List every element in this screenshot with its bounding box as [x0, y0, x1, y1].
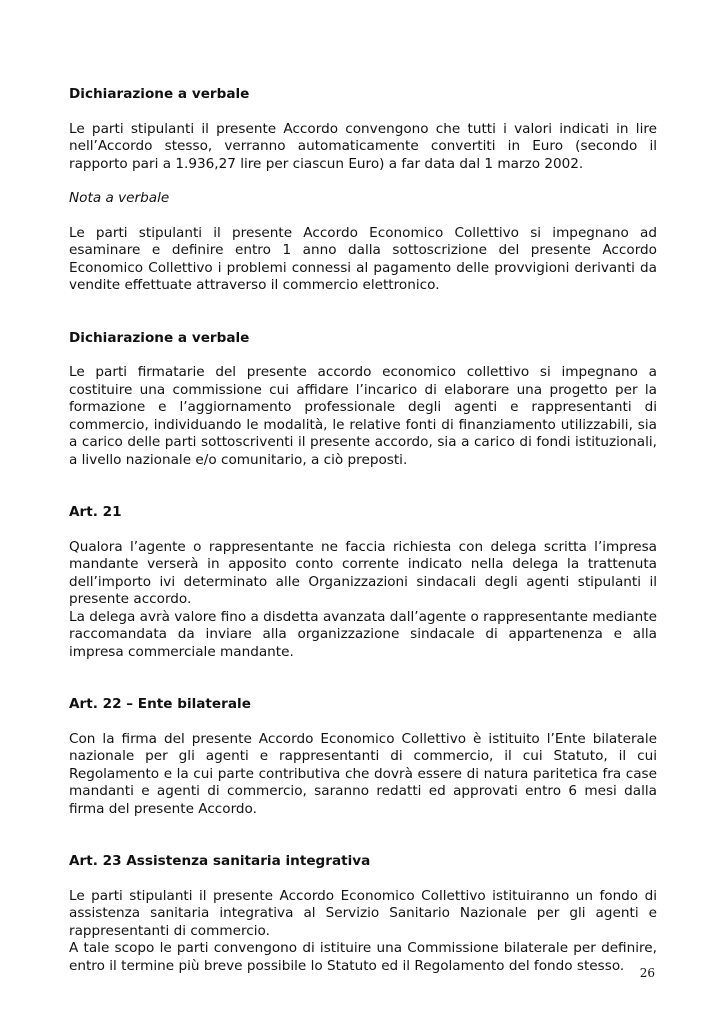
paragraph-art-21-2: La delega avrà valore fino a disdetta avanzata dall’agente o rappresentante mediante raccomandata da inviare alla organizzazione sindacale di appartenenza e alla impresa commerciale mandante. [69, 608, 657, 660]
document-page [69, 86, 657, 975]
paragraph-dichiarazione-1: Le parti stipulanti il presente Accordo convengono che tutti i valori indicati in lire nell’Accordo stesso, verranno automaticamente convertiti in Euro (secondo il rapporto pari a 1.936,27 lire per ciascun Euro) a far data dal 1 marzo 2002. [69, 120, 657, 172]
paragraph-art-23-1: Le parti stipulanti il presente Accordo Economico Collettivo istituiranno un fondo di assistenza sanitaria integrativa al Servizio Sanitario Nazionale per gli agenti e rappresentanti di commercio. [69, 887, 657, 939]
subheading-nota-a-verbale: Nota a verbale [69, 190, 170, 206]
heading-art-21: Art. 21 [69, 504, 122, 520]
paragraph-nota-a-verbale: Le parti stipulanti il presente Accordo Economico Collettivo si impegnano ad esaminare e definire entro 1 anno dalla sottoscrizione del presente Accordo Economico Collettivo i problemi connessi al pagamento delle provvigioni derivanti da vendite effettuate attraverso il commercio elettronico. [69, 224, 657, 293]
paragraph-dichiarazione-2: Le parti firmatarie del presente accordo economico collettivo si impegnano a costituire una commissione cui affidare l’incarico di elaborare una progetto per la formazione e l’aggiornamento professionale degli agenti e rappresentanti di commercio, individuando le modalità, le relative fonti di finanziamento utilizzabili, sia a carico delle parti sottoscriventi il presente accordo, sia a carico di fondi istituzionali, a livello nazionale e/o comunitario, a ciò preposti. [69, 364, 657, 468]
page-number: 26 [639, 966, 655, 980]
paragraph-art-23-2: A tale scopo le parti convengono di istituire una Commissione bilaterale per definire, entro il termine più breve possibile lo Statuto ed il Regolamento del fondo stesso. [69, 940, 657, 974]
heading-dichiarazione-1: Dichiarazione a verbale [69, 86, 250, 102]
paragraph-art-22: Con la firma del presente Accordo Economico Collettivo è istituito l’Ente bilaterale nazionale per gli agenti e rappresentanti di commercio, il cui Statuto, il cui Regolamento e la cui parte contributiva che dovrà essere di natura paritetica fra case mandanti e agenti di commercio, saranno redatti ed approvati entro 6 mesi dalla firma del presente Accordo. [69, 730, 657, 817]
paragraph-art-21-1: Qualora l’agente o rappresentante ne faccia richiesta con delega scritta l’impresa mandante verserà in apposito conto corrente indicato nella delega la trattenuta dell’importo ivi determinato alle Organizzazioni sindacali degli agenti stipulanti il presente accordo. [69, 538, 657, 607]
heading-dichiarazione-2: Dichiarazione a verbale [69, 329, 250, 346]
heading-art-23: Art. 23 Assistenza sanitaria integrativa [69, 853, 371, 869]
heading-art-22: Art. 22 – Ente bilaterale [69, 696, 251, 712]
